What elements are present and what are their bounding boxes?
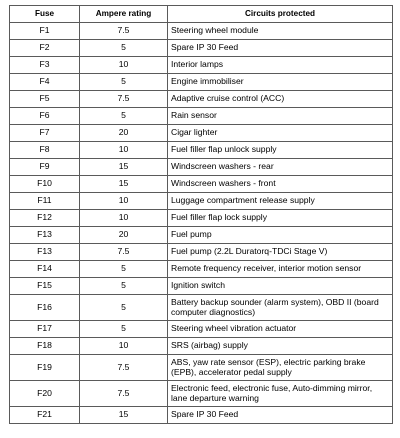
table-row [10, 108, 393, 125]
circuits-protected-cell: Engine immobiliser [168, 74, 393, 91]
ampere-rating-cell: 5 [80, 261, 168, 278]
fuse-cell: F20 [10, 381, 80, 407]
table-row [10, 91, 393, 108]
table-row [10, 227, 393, 244]
fuse-cell: F15 [10, 278, 80, 295]
circuits-protected-cell: Fuel pump (2.2L Duratorq-TDCi Stage V) [168, 244, 393, 261]
ampere-rating-cell: 10 [80, 142, 168, 159]
fuse-cell: F8 [10, 142, 80, 159]
circuits-protected-cell: Spare IP 30 Feed [168, 407, 393, 424]
table-row [10, 23, 393, 40]
ampere-rating-cell: 10 [80, 338, 168, 355]
ampere-rating-cell: 15 [80, 407, 168, 424]
table-row [10, 381, 393, 407]
fuse-cell: F9 [10, 159, 80, 176]
ampere-rating-cell: 7.5 [80, 244, 168, 261]
circuits-protected-cell: Electronic feed, electronic fuse, Auto-dimming mirror, lane departure warning [168, 381, 393, 407]
ampere-rating-cell: 5 [80, 108, 168, 125]
fuse-cell: F17 [10, 321, 80, 338]
circuits-protected-cell: Luggage compartment release supply [168, 193, 393, 210]
fuse-cell: F10 [10, 176, 80, 193]
fuse-table-container [9, 5, 393, 424]
fuse-column-header: Fuse [10, 6, 80, 23]
table-row [10, 244, 393, 261]
fuse-cell: F7 [10, 125, 80, 142]
table-row [10, 40, 393, 57]
table-row [10, 57, 393, 74]
fuse-cell: F14 [10, 261, 80, 278]
table-row [10, 261, 393, 278]
ampere-rating-cell: 7.5 [80, 23, 168, 40]
fuse-cell: F5 [10, 91, 80, 108]
fuse-cell: F1 [10, 23, 80, 40]
circuits-protected-column-header: Circuits protected [168, 6, 393, 23]
fuse-cell: F19 [10, 355, 80, 381]
table-row [10, 125, 393, 142]
ampere-rating-cell: 10 [80, 57, 168, 74]
table-row [10, 159, 393, 176]
circuits-protected-cell: SRS (airbag) supply [168, 338, 393, 355]
ampere-rating-cell: 20 [80, 227, 168, 244]
ampere-rating-cell: 5 [80, 74, 168, 91]
table-row [10, 355, 393, 381]
ampere-rating-cell: 5 [80, 40, 168, 57]
circuits-protected-cell: Windscreen washers - front [168, 176, 393, 193]
ampere-rating-column-header: Ampere rating [80, 6, 168, 23]
fuse-cell: F13 [10, 244, 80, 261]
table-row [10, 407, 393, 424]
fuse-cell: F11 [10, 193, 80, 210]
header-row [10, 6, 393, 23]
circuits-protected-cell: Windscreen washers - rear [168, 159, 393, 176]
circuits-protected-cell: Fuel pump [168, 227, 393, 244]
ampere-rating-cell: 10 [80, 193, 168, 210]
table-header [10, 6, 393, 23]
circuits-protected-cell: Interior lamps [168, 57, 393, 74]
fuse-cell: F13 [10, 227, 80, 244]
circuits-protected-cell: Ignition switch [168, 278, 393, 295]
ampere-rating-cell: 7.5 [80, 91, 168, 108]
circuits-protected-cell: Steering wheel vibration actuator [168, 321, 393, 338]
ampere-rating-cell: 15 [80, 159, 168, 176]
fuse-cell: F16 [10, 295, 80, 321]
ampere-rating-cell: 5 [80, 295, 168, 321]
circuits-protected-cell: Cigar lighter [168, 125, 393, 142]
circuits-protected-cell: Fuel filler flap lock supply [168, 210, 393, 227]
ampere-rating-cell: 5 [80, 278, 168, 295]
circuits-protected-cell: Battery backup sounder (alarm system), OBD II (board computer diagnostics) [168, 295, 393, 321]
circuits-protected-cell: Fuel filler flap unlock supply [168, 142, 393, 159]
circuits-protected-cell: Remote frequency receiver, interior motion sensor [168, 261, 393, 278]
table-row [10, 295, 393, 321]
ampere-rating-cell: 20 [80, 125, 168, 142]
table-row [10, 338, 393, 355]
ampere-rating-cell: 15 [80, 176, 168, 193]
table-row [10, 74, 393, 91]
table-row [10, 321, 393, 338]
ampere-rating-cell: 7.5 [80, 355, 168, 381]
fuse-cell: F3 [10, 57, 80, 74]
ampere-rating-cell: 5 [80, 321, 168, 338]
fuse-cell: F4 [10, 74, 80, 91]
circuits-protected-cell: Rain sensor [168, 108, 393, 125]
table-row [10, 176, 393, 193]
fuse-cell: F2 [10, 40, 80, 57]
fuse-table [9, 5, 393, 424]
table-body [10, 23, 393, 424]
fuse-cell: F6 [10, 108, 80, 125]
ampere-rating-cell: 10 [80, 210, 168, 227]
table-row [10, 278, 393, 295]
fuse-cell: F21 [10, 407, 80, 424]
circuits-protected-cell: Spare IP 30 Feed [168, 40, 393, 57]
table-row [10, 193, 393, 210]
table-row [10, 142, 393, 159]
circuits-protected-cell: Adaptive cruise control (ACC) [168, 91, 393, 108]
circuits-protected-cell: ABS, yaw rate sensor (ESP), electric parking brake (EPB), accelerator pedal supply [168, 355, 393, 381]
fuse-cell: F18 [10, 338, 80, 355]
ampere-rating-cell: 7.5 [80, 381, 168, 407]
fuse-cell: F12 [10, 210, 80, 227]
circuits-protected-cell: Steering wheel module [168, 23, 393, 40]
table-row [10, 210, 393, 227]
